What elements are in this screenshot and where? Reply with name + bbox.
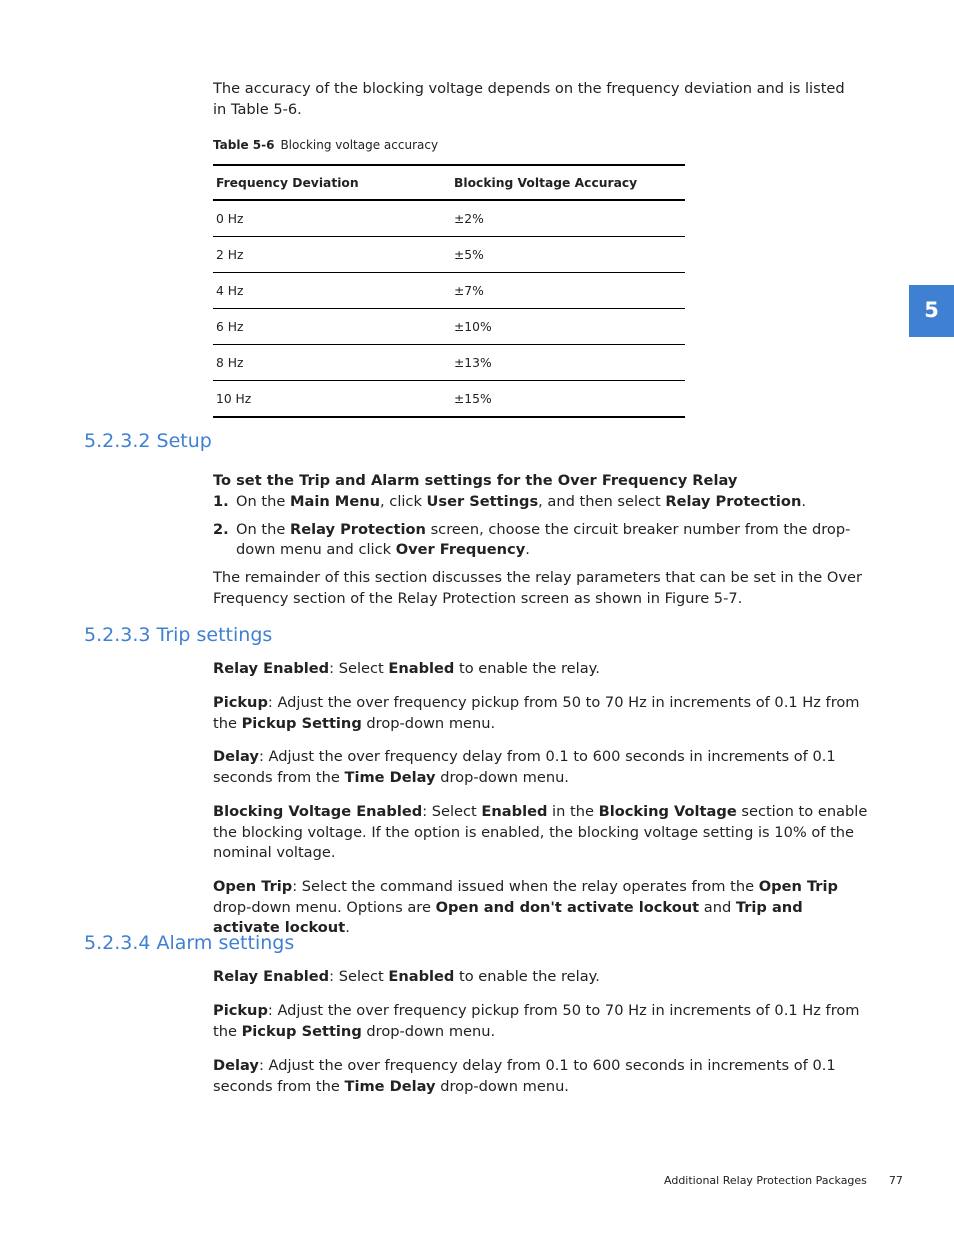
intro-paragraph: The accuracy of the blocking voltage depends on the frequency deviation and is listed in Table 5-6. <box>213 80 845 118</box>
text: section to enable the blocking voltage. If the option is enabled, the blocking voltage setting is 10% of the nominal voltage. <box>213 803 868 861</box>
text: drop-down menu. <box>361 1022 496 1040</box>
step-text: . <box>525 541 530 558</box>
page-number: 77 <box>888 1174 903 1187</box>
text: drop-down menu. <box>435 768 569 786</box>
term: Open and don't activate lockout <box>435 898 700 916</box>
text: : Adjust the over frequency delay from 0.1 to 600 seconds in increments of 0.1 seconds from the <box>213 748 836 786</box>
footer-title: Additional Relay Protection Packages <box>664 1174 867 1187</box>
step-ui-term: User Settings <box>426 493 539 510</box>
column-header-blocking-voltage-accuracy: Blocking Voltage Accuracy <box>454 175 638 190</box>
term: Relay Enabled <box>213 968 330 985</box>
term: Pickup Setting <box>241 714 362 732</box>
term: Time Delay <box>344 768 436 786</box>
table-row <box>213 237 685 273</box>
text: : Adjust the over frequency delay from 0.1 to 600 seconds in increments of 0.1 seconds from the <box>213 1057 836 1095</box>
trip-relay-enabled <box>213 659 868 680</box>
table-row <box>213 273 685 309</box>
text: : Select <box>422 803 482 820</box>
term: Blocking Voltage <box>598 803 737 820</box>
step-number: 2. <box>213 520 229 538</box>
frequency-cell: 4 Hz <box>216 283 244 298</box>
step-text: , and then select <box>538 493 666 510</box>
accuracy-cell: ±13% <box>454 355 492 370</box>
table-row <box>213 309 685 345</box>
text: to enable the relay. <box>454 660 600 677</box>
term: Trip and activate lockout <box>213 898 803 936</box>
trip-open-trip <box>213 877 868 939</box>
term: Open Trip <box>758 878 838 895</box>
term: Pickup Setting <box>241 1022 362 1040</box>
step-ui-term: Relay Protection <box>665 493 802 510</box>
term: Time Delay <box>344 1077 436 1095</box>
step-1 <box>213 492 853 513</box>
table-row <box>213 381 685 418</box>
frequency-cell: 2 Hz <box>216 247 244 262</box>
heading-alarm-settings: 5.2.3.4 Alarm settings <box>84 932 295 954</box>
term: Pickup <box>213 694 268 711</box>
text: : Adjust the over frequency pickup from 50 to 70 Hz in increments of 0.1 Hz from the <box>213 1002 860 1040</box>
table-row <box>213 200 685 237</box>
term: Delay <box>213 1057 259 1074</box>
heading-trip-settings: 5.2.3.3 Trip settings <box>84 624 273 646</box>
text: to enable the relay. <box>454 968 600 985</box>
setup-steps <box>213 492 853 568</box>
term: Relay Enabled <box>213 660 330 677</box>
term: Enabled <box>481 803 548 820</box>
text: . <box>345 919 350 936</box>
step-number: 1. <box>213 493 229 510</box>
text: drop-down menu. <box>361 714 496 732</box>
text: : Select <box>329 660 389 677</box>
term: Blocking Voltage Enabled <box>213 803 423 820</box>
trip-delay <box>213 747 868 788</box>
step-text: . <box>801 493 806 510</box>
text: drop-down menu. <box>435 1077 569 1095</box>
step-text: , click <box>380 493 427 510</box>
table-header-row <box>213 165 685 200</box>
term: Enabled <box>388 660 455 677</box>
term: Open Trip <box>213 878 293 895</box>
setup-remainder-paragraph: The remainder of this section discusses the relay parameters that can be set in the Over Frequency section of the Relay Protection screen as shown in Figure 5-7. <box>213 569 862 607</box>
accuracy-cell: ±10% <box>454 319 492 334</box>
table-row <box>213 345 685 381</box>
alarm-relay-enabled <box>213 967 868 988</box>
page-footer <box>664 1174 903 1187</box>
table-caption <box>213 138 438 152</box>
accuracy-cell: ±5% <box>454 247 484 262</box>
accuracy-cell: ±2% <box>454 211 484 226</box>
frequency-cell: 0 Hz <box>216 211 244 226</box>
text: and <box>699 898 736 916</box>
step-ui-term: Main Menu <box>289 493 381 510</box>
procedure-title: To set the Trip and Alarm settings for the Over Frequency Relay <box>213 472 738 489</box>
trip-blocking-voltage-enabled <box>213 802 868 864</box>
table-caption-text: Blocking voltage accuracy <box>280 138 439 152</box>
text: : Select <box>329 968 389 985</box>
step-text: screen, choose the circuit breaker number from the drop-down menu and click <box>236 520 851 558</box>
text: drop-down menu. Options are <box>213 898 436 916</box>
frequency-cell: 8 Hz <box>216 355 244 370</box>
term: Enabled <box>388 968 455 985</box>
alarm-delay <box>213 1056 868 1097</box>
text: : Adjust the over frequency pickup from 50 to 70 Hz in increments of 0.1 Hz from the <box>213 694 860 732</box>
step-2 <box>213 520 853 561</box>
step-text: On the <box>236 493 290 510</box>
table-caption-label: Table 5-6 <box>213 138 275 152</box>
trip-pickup <box>213 693 868 734</box>
blocking-voltage-accuracy-table <box>213 164 685 418</box>
alarm-pickup <box>213 1001 868 1042</box>
accuracy-cell: ±7% <box>454 283 484 298</box>
step-text: On the <box>236 520 290 538</box>
frequency-cell: 6 Hz <box>216 319 244 334</box>
step-ui-term: Relay Protection <box>289 520 426 538</box>
term: Delay <box>213 748 259 765</box>
chapter-tab: 5 <box>909 285 954 337</box>
heading-setup: 5.2.3.2 Setup <box>84 430 212 452</box>
accuracy-cell: ±15% <box>454 391 492 406</box>
frequency-cell: 10 Hz <box>216 391 252 406</box>
step-ui-term: Over Frequency <box>395 541 526 558</box>
column-header-frequency-deviation: Frequency Deviation <box>216 175 359 190</box>
term: Pickup <box>213 1002 268 1019</box>
text: in the <box>547 803 599 820</box>
text: : Select the command issued when the relay operates from the <box>292 878 759 895</box>
